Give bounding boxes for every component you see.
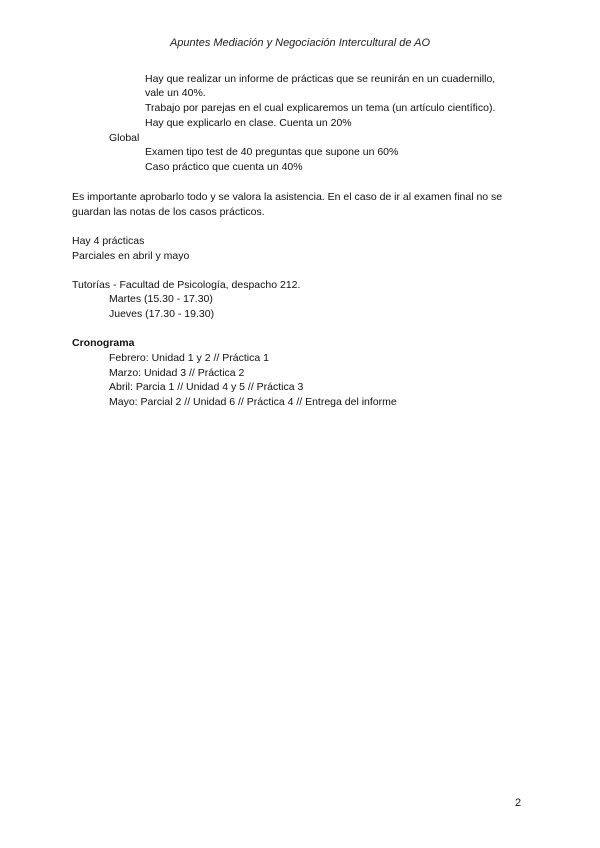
cronograma-item-marzo: Marzo: Unidad 3 // Práctica 2 [109, 367, 245, 379]
cronograma-item-abril: Abril: Parcia 1 // Unidad 4 y 5 // Práctica 3 [109, 381, 304, 393]
cronograma-item-febrero: Febrero: Unidad 1 y 2 // Práctica 1 [109, 352, 269, 364]
cronograma-title: Cronograma [72, 337, 135, 349]
evaluation-item-2-cont: Hay que explicarlo en clase. Cuenta un 20% [145, 117, 352, 129]
practicas-count: Hay 4 prácticas [72, 235, 145, 247]
evaluation-item-1: Hay que realizar un informe de prácticas que se reunirán en un cuadernillo, [145, 73, 496, 85]
global-item-case: Caso práctico que cuenta un 40% [145, 161, 303, 173]
note-line-1: Es importante aprobarlo todo y se valora la asistencia. En el caso de ir al examen final no se [72, 191, 503, 203]
page-number: 2 [515, 797, 522, 809]
tutorias-label: Tutorías - Facultad de Psicología, despacho 212. [72, 279, 301, 291]
parciales-text: Parciales en abril y mayo [72, 250, 190, 262]
evaluation-item-2: Trabajo por parejas en el cual explicaremos un tema (un artículo científico). [145, 102, 496, 114]
note-line-2: guardan las notas de los casos prácticos. [72, 206, 265, 218]
global-item-exam: Examen tipo test de 40 preguntas que supone un 60% [145, 146, 399, 158]
cronograma-item-mayo: Mayo: Parcial 2 // Unidad 6 // Práctica 4 // Entrega del informe [109, 396, 397, 408]
global-label: Global [109, 132, 140, 144]
evaluation-item-1-cont: vale un 40%. [145, 87, 206, 99]
page-header-title: Apuntes Mediación y Negociación Intercultural de AO [169, 37, 431, 49]
tutorias-slot-martes: Martes (15.30 - 17.30) [109, 293, 213, 305]
tutorias-slot-jueves: Jueves (17.30 - 19.30) [109, 308, 215, 320]
